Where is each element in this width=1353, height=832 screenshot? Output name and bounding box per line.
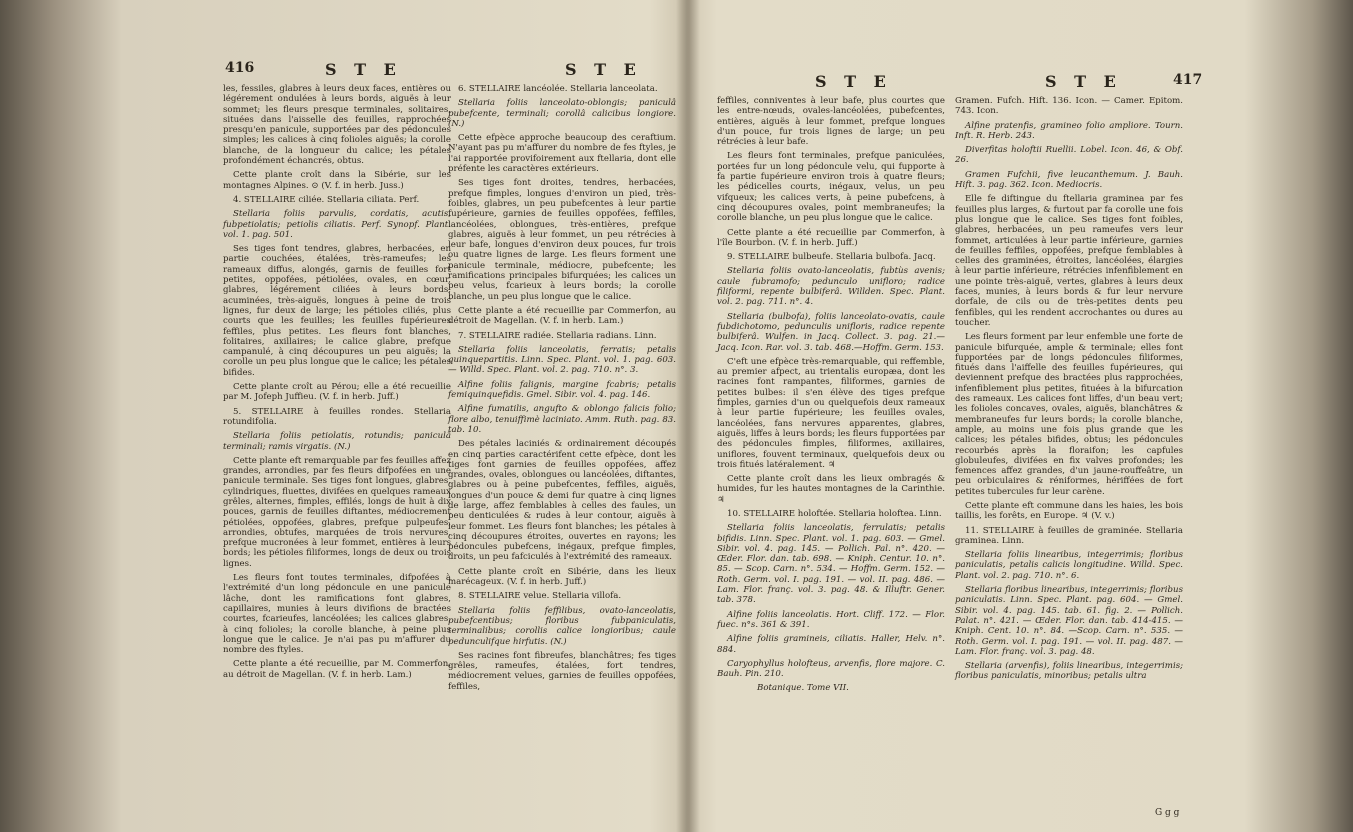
citation: Alfine fumatilis, angufto & oblongo falicis folio; flore albo, tenuiffimè laciniato. Amm. Ruth. pag. 83. tab. 10. bbox=[448, 404, 676, 435]
citation: Stellaria foliis ovato-lanceolatis, fubtùs avenis; caule fubramofo; pedunculo unifloro; radice filiformi, repente bulbiferâ. Willden. Spec. Plant. vol. 2. pag. 711. n°. 4. bbox=[717, 266, 945, 308]
paragraph: Cette plante a été recueillie par Commerfon, à l'île Bourbon. (V. f. in herb. Juff.) bbox=[717, 227, 945, 248]
right-page-column-1 bbox=[717, 96, 945, 698]
citation: Alfine foliis falignis, margine fcabris; petalis femiquinquefidis. Gmel. Sibir. vol. 4. pag. 146. bbox=[448, 379, 676, 401]
paragraph: Cette plante croît en Sibérie, dans les lieux marécageux. (V. f. in herb. Juff.) bbox=[448, 566, 676, 588]
paragraph: Des pétales laciniés & ordinairement découpés en cinq parties caractérifent cette efpèce, dont les tiges font garnies de feuilles oppofées, affez grandes, ovales, oblongues ou lancéolées, diftantes, glabres ou à peine pubefcentes, feffiles, aiguës, longues d'un pouce & demi fur quatre à cinq lignes de large, affez femblables à celles des faules, un peu denticulées & rudes à leur contour, aiguës à leur fommet. Les fleurs font blanches; les pétales à cinq découpures étroites, ouvertes en rayons; les pédoncules pubefcens, inégaux, prefque fimples, droits, un peu fafciculés à l'extrémité des rameaux. bbox=[448, 439, 676, 563]
paragraph: Ses tiges font tendres, glabres, herbacées, en partie couchées, étalées, très-rameufes; les rameaux diffus, alongés, garnis de feuilles fort petites, oppofées, pétiolées, ovales, en cœur, glabres, légérement ciliées à leurs bords, acuminées, très-aiguës, longues à peine de trois lignes, fur deux de large; les pétioles ciliés, plus courts que les feuilles; les feuilles fupérieures feffiles, plus petites. Les fleurs font blanches, folitaires, axillaires; le calice glabre, prefque campanulé, à cinq découpures un peu aiguës; la corolle un peu plus longue que le calice; les pétales bifides. bbox=[223, 244, 451, 378]
right-page-header-left: S T E bbox=[815, 72, 892, 91]
paragraph: Cette plante croît au Pérou; elle a été recueillie par M. Jofeph Juffieu. (V. f. in herb. Juff.) bbox=[223, 382, 451, 403]
paragraph: Elle fe diftingue du ftellaria graminea par fes feuilles plus larges, & furtout par fa corolle une fois plus longue que le calice. Ses tiges font foibles, glabres, herbacées, un peu rameufes vers leur fommet, articulées à leur partie inférieure, garnies de feuilles feffiles, oppofées, prefque femblables à celles des graminées, étroites, lancéolées, élargies à leur partie inférieure, rétrécies infenfiblement en une pointe très-aiguë, vertes, glabres à leurs deux faces, munies, à leurs bords & fur leur nervure dorfale, de cils ou de très-petites dents peu fenfibles, qui les rendent accrochantes ou dures au toucher. bbox=[955, 194, 1183, 328]
left-page bbox=[165, 0, 680, 832]
citation: Stellaria foliis lanceolatis, ferrulatis; petalis bifidis. Linn. Spec. Plant. vol. 1. pag. 603. — Gmel. Sibir. vol. 4. pag. 145. — Pollich. Pal. n°. 420. — Œder. Flor. dan. tab. 698. — Kniph. Centur. 10. n°. 85. — Scop. Carn. n°. 534. — Hoffm. Germ. 152. — Roth. Germ. vol. I. pag. 191. — vol. II. pag. 486. — Lam. Flor. franç. vol. 3. pag. 48. & Illuftr. Gener. tab. 378. bbox=[717, 523, 945, 606]
right-page-number: 417 bbox=[1173, 72, 1203, 88]
citation: Stellaria floribus linearibus, integerrimis; floribus paniculatis. Linn. Spec. Plant. pag. 604. — Gmel. Sibir. vol. 4. pag. 145. tab. 61. fig. 2. — Pollich. Palat. n°. 421. — Œder. Flor. dan. tab. 414-415. — Kniph. Cent. 10. n°. 84. —Scop. Carn. n°. 535. — Roth. Germ. vol. I. pag. 191. — vol. II. pag. 487. — Lam. Flor. franç. vol. 3. pag. 48. bbox=[955, 585, 1183, 657]
paragraph: Les fleurs font terminales, prefque paniculées, portées fur un long pédoncule velu, qui fupporte à fa partie fupérieure environ trois à quatre fleurs; les pédicelles courts, inégaux, velus, un peu vifqueux; les calices verts, à peine pubefcens, à cinq découpures ovales, point membraneufes; la corolle blanche, un peu plus longue que le calice. bbox=[717, 151, 945, 224]
left-page-column-1 bbox=[223, 84, 451, 684]
paragraph: Cette plante croît dans la Sibérie, sur les montagnes Alpines. ⊙ (V. f. in herb. Juss.) bbox=[223, 170, 451, 191]
citation: Gramen. Fufch. Hift. 136. Icon. — Camer. Epitom. 743. Icon. bbox=[955, 96, 1183, 117]
entry-heading: 10. STELLAIRE holoftée. Stellaria holoftea. Linn. bbox=[727, 508, 942, 519]
left-page-header-right: S T E bbox=[565, 60, 642, 79]
paragraph: Cette plante a été recueillie par Commerfon, au détroit de Magellan. (V. f. in herb. Lam.) bbox=[448, 305, 676, 327]
citation: Alfine foliis lanceolatis. Hort. Cliff. 172. — Flor. fuec. n°s. 361 & 391. bbox=[717, 609, 945, 630]
citation: Stellaria foliis feffilibus, ovato-lanceolatis, pubefcentibus; floribus fubpaniculatis, terminalibus; corollis calice longioribus; caule pedunculifque hirfutis. (N.) bbox=[448, 605, 676, 647]
paragraph: Ses tiges font droites, tendres, herbacées, prefque fimples, longues d'environ un pied, très-foibles, glabres, un peu pubefcentes à leur partie fupérieure, garnies de feuilles oppofées, feffiles, lancéolées, oblongues, très-entières, prefque glabres, aiguës à leur fommet, un peu rétrécies à leur bafe, longues d'environ deux pouces, fur trois ou quatre lignes de large. Les fleurs forment une panicule terminale, médiocre, pubefcente; les ramifications principales bifurquées; les calices un peu velus, fcarieux à leurs bords; la corolle blanche, un peu plus longue que le calice. bbox=[448, 178, 676, 302]
citation: Stellaria foliis linearibus, integerrimis; floribus paniculatis, petalis calicis longitudine. Willd. Spec. Plant. vol. 2. pag. 710. n°. 6. bbox=[955, 550, 1183, 581]
right-page-header-right: S T E bbox=[1045, 72, 1122, 91]
citation: Stellaria (bulbofa), foliis lanceolato-ovatis, caule fubdichotomo, pedunculis unifloris, radice repente bulbiferâ. Wulfen. in Jacq. Collect. 3. pag. 21.—Jacq. Icon. Rar. vol. 3. tab. 468.—Hoffm. Germ. 153. bbox=[717, 311, 945, 353]
paragraph: C'eft une efpèce très-remarquable, qui reffemble, au premier afpect, au trientalis europæa, dont les racines font rampantes, filiformes, garnies de petites bulbes: il s'en élève des tiges prefque fimples, garnies d'un ou quelquefois deux rameaux à leur partie fupérieure; les feuilles ovales, lancéolées, fans nervures apparentes, glabres, aiguës, liffes à leurs bords; les fleurs fupportées par des pédoncules fimples, filiformes, axillaires, uniflores, fouvent terminaux, quelquefois deux ou trois fitués latéralement. ♃ bbox=[717, 356, 945, 470]
paragraph: Cette plante eft commune dans les haies, les bois taillis, les forêts, en Europe. ♃ (V. v.) bbox=[955, 500, 1183, 522]
citation: Alfine foliis gramineis, ciliatis. Haller, Helv. n°. 884. bbox=[717, 634, 945, 655]
entry-heading: 11. STELLAIRE à feuilles de graminée. Stellaria graminea. Linn. bbox=[955, 525, 1183, 546]
paragraph: Les fleurs forment par leur enfemble une forte de panicule bifurquée, ample & terminale; elles font fupportées par de longs pédoncules filiformes, fitués dans l'aiffelle des feuilles fupérieures, qui deviennent prefque des bractées plus rapprochées, infenfiblement plus petites, fituées à la bifurcation des rameaux. Les calices font liffes, d'un beau vert; les folioles concaves, ovales, aiguës, blanchâtres & membraneufes fur leurs bords; la corolle blanche, ample, au moins une fois plus grande que les calices; les pétales bifides, obtus; les pédoncules recourbés après la floraifon; les capfules globuleufes, divifées en fix valves profondes; les femences affez grandes, d'un jaune-rouffeâtre, un peu orbiculaires & réniformes, hériffées de fort petites tubercules fur leur carène. bbox=[955, 332, 1183, 497]
entry-heading: 5. STELLAIRE à feuilles rondes. Stellaria rotundifolia. bbox=[223, 406, 451, 427]
left-page-header-left: S T E bbox=[325, 60, 402, 79]
citation: Alfine pratenfis, gramineo folio ampliore. Tourn. Inft. R. Herb. 243. bbox=[955, 120, 1183, 141]
signature-mark: G g g bbox=[1155, 808, 1180, 818]
citation: Stellaria foliis lanceolatis, ferratis; petalis quinquepartitis. Linn. Spec. Plant. vol. 1. pag. 603.— Willd. Spec. Plant. vol. 2. pag. 710. n°. 3. bbox=[448, 344, 676, 376]
entry-heading: 9. STELLAIRE bulbeufe. Stellaria bulbofa. Jacq. bbox=[727, 252, 936, 263]
right-page bbox=[695, 0, 1215, 832]
citation: Gramen Fufchii, five leucanthemum. J. Bauh. Hift. 3. pag. 362. Icon. Mediocris. bbox=[955, 169, 1183, 191]
entry-heading: 8. STELLAIRE velue. Stellaria villofa. bbox=[458, 591, 622, 602]
paragraph: Cette plante eft remarquable par fes feuilles affez grandes, arrondies, par fes fleurs difpofées en une panicule terminale. Ses tiges font longues, glabres, cylindriques, fluettes, divifées en quelques rameaux grêles, alternes, fimples, effilés, longs de huit à dix pouces, garnis de feuilles diftantes, médiocrement pétiolées, oppofées, glabres, prefque pulpeufes, arrondies, obtufes, marquées de trois nervures, prefque mucronées à leur fommet, entières à leurs bords; les pétioles filiformes, longs de deux ou trois lignes. bbox=[223, 455, 451, 569]
paragraph: les, fessiles, glabres à leurs deux faces, entières ou légérement ondulées à leurs bords, aiguës à leur sommet; les fleurs presque terminales, solitaires, situées dans l'aisselle des feuilles, rapprochées presqu'en panicule, supportées par des pédoncules simples; les calices à cinq folioles aiguës; la corolle blanche, de la longueur du calice; les pétales profondément échancrés, obtus. bbox=[223, 84, 451, 167]
citation: Stellaria foliis lanceolato-oblongis; paniculâ pubefcente, terminali; corollâ calicibus longiore. (N.) bbox=[448, 98, 676, 129]
paragraph: Cette efpèce approche beaucoup des ceraftium. N'ayant pas pu m'affurer du nombre de fes ftyles, je l'ai rapportée provifoirement aux ftellaria, dont elle préfente les caractères extérieurs. bbox=[448, 133, 676, 175]
citation: Diverfitas holoftii Ruellii. Lobel. Icon. 46, & Obf. 26. bbox=[955, 145, 1183, 166]
citation: Caryophyllus holofteus, arvenfis, flore majore. C. Bauh. Pin. 210. bbox=[717, 658, 945, 680]
citation: Stellaria foliis petiolatis, rotundis; paniculâ terminali; ramis virgatis. (N.) bbox=[223, 431, 451, 452]
paragraph: Cette plante a été recueillie, par M. Commerfon, au détroit de Magellan. (V. f. in herb. Lam.) bbox=[223, 659, 451, 680]
left-page-column-2 bbox=[448, 84, 676, 696]
citation: Stellaria foliis parvulis, cordatis, acutis, fubpetiolatis; petiolis ciliatis. Perf. Synopf. Plant. vol. 1. pag. 501. bbox=[223, 209, 451, 240]
citation: Stellaria (arvenfis), foliis linearibus, integerrimis; floribus paniculatis, minoribus; petalis ultra bbox=[955, 661, 1183, 682]
entry-heading: 4. STELLAIRE ciliée. Stellaria ciliata. Perf. bbox=[233, 194, 420, 205]
footer-volume: Botanique. Tome VII. bbox=[757, 683, 849, 694]
paragraph: Cette plante croît dans les lieux ombragés & humides, fur les hautes montagnes de la Carinthie. ♃ bbox=[717, 474, 945, 505]
entry-heading: 6. STELLAIRE lancéolée. Stellaria lanceolata. bbox=[458, 84, 658, 94]
paragraph: Ses racines font fibreufes, blanchâtres; fes tiges grêles, rameufes, étalées, fort tendres, médiocrement velues, garnies de feuilles oppofées, feffiles, bbox=[448, 650, 676, 692]
paragraph: Les fleurs font toutes terminales, difpofées à l'extrémité d'un long pédoncule en une panicule lâche, dont les ramifications font glabres, capillaires, munies à leurs divifions de bractées courtes, fcarieufes, lancéolées; les calices glabres, à cinq folioles; la corolle blanche, à peine plus longue que le calice. Je n'ai pas pu m'affurer du nombre des ftyles. bbox=[223, 573, 451, 656]
paragraph: feffiles, conniventes à leur bafe, plus courtes que les entre-nœuds, ovales-lancéolées, pubefcentes, entières, aiguës à leur fommet, prefque longues d'un pouce, fur trois lignes de large; un peu rétrécies à leur bafe. bbox=[717, 96, 945, 148]
right-page-column-2 bbox=[955, 96, 1183, 686]
left-page-number: 416 bbox=[225, 60, 255, 76]
entry-heading: 7. STELLAIRE radiée. Stellaria radians. Linn. bbox=[458, 330, 657, 341]
